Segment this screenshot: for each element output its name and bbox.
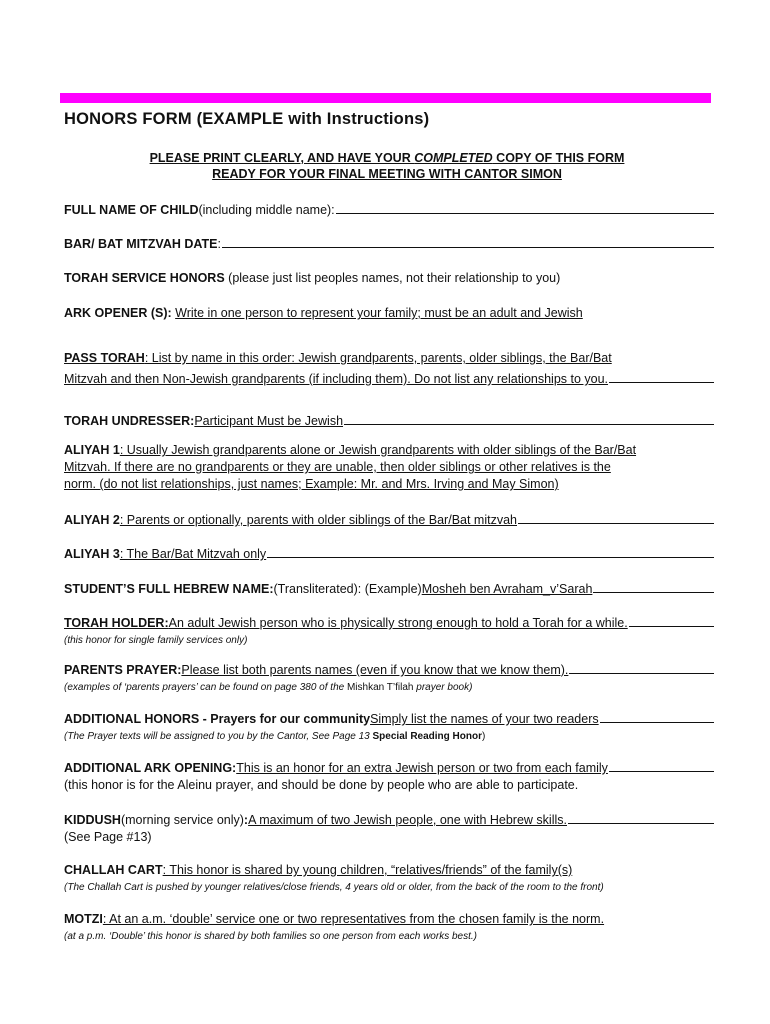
challah-cart-field[interactable]: CHALLAH CART: This honor is shared by young children, “relatives/friends” of the family(s) (The Challah Cart is pushed by younger relatives/close friends, 4 years old or older, from the back of the room to the front) — [64, 863, 604, 893]
mitzvah-date-blank[interactable] — [222, 235, 714, 248]
kiddush-field[interactable]: KIDDUSH (morning service only) : A maximum of two Jewish people, one with Hebrew skills. (See Page #13) — [64, 811, 714, 846]
motzi-field[interactable]: MOTZI: At an a.m. ‘double’ service one or two representatives from the chosen family is the norm. (at a p.m. ‘Double’ this honor is shared by both families so one person from each works best.) — [64, 912, 605, 942]
aliyah-2-field[interactable]: ALIYAH 2 : Parents or optionally, parents with older siblings of the Bar/Bat mitzvah — [64, 511, 714, 529]
hebrew-name-field[interactable]: STUDENT’S FULL HEBREW NAME: (Transliterated): (Example) Mosheh ben Avraham_v’Sarah — [64, 580, 714, 598]
aliyah-3-field[interactable]: ALIYAH 3 : The Bar/Bat Mitzvah only — [64, 545, 714, 563]
full-name-field[interactable]: FULL NAME OF CHILD (including middle name): — [64, 201, 714, 219]
aliyah-1-field[interactable]: ALIYAH 1: Usually Jewish grandparents alone or Jewish grandparents with older siblings of the Bar/Bat Mitzvah. If there are no grandparents or they are unable, then older siblings or other relatives is the norm. (do not list relationships, just names; Example: Mr. and Mrs. Irving and May Simon) — [64, 443, 637, 491]
additional-honors-field[interactable]: ADDITIONAL HONORS - Prayers for our community Simply list the names of your two readers (The Prayer texts will be assigned to you by the Cantor, See Page 13 Special Reading Honor) — [64, 710, 714, 743]
field-label: FULL NAME OF CHILD — [64, 203, 199, 217]
instructions: PLEASE PRINT CLEARLY, AND HAVE YOUR COMPLETED COPY OF THIS FORM READY FOR YOUR FINAL MEETING WITH CANTOR SIMON — [149, 151, 625, 181]
torah-service-heading: TORAH SERVICE HONORS (please just list peoples names, not their relationship to you) — [64, 271, 561, 285]
pass-torah-field[interactable]: PASS TORAH: List by name in this order: Jewish grandparents, parents, older siblings, the Bar/Bat Mitzvah and then Non-Jewish grandparents (if including them). Do not list any relationships to you. — [64, 348, 714, 390]
parents-prayer-field[interactable]: PARENTS PRAYER: Please list both parents names (even if you know that we know them). (examples of ‘parents prayers’ can be found on page 380 of the Mishkan T’filah prayer book) — [64, 661, 714, 694]
torah-undresser-field[interactable]: TORAH UNDRESSER: Participant Must be Jewish — [64, 412, 714, 430]
page-title: HONORS FORM (EXAMPLE with Instructions) — [64, 110, 430, 128]
full-name-blank[interactable] — [336, 201, 714, 214]
torah-holder-field[interactable]: TORAH HOLDER: An adult Jewish person who is physically strong enough to hold a Torah for a while. (this honor for single family services only) — [64, 614, 714, 647]
ark-opener-field[interactable]: ARK OPENER (S): Write in one person to represent your family; must be an adult and Jewish — [64, 306, 583, 320]
mitzvah-date-field[interactable]: BAR/ BAT MITZVAH DATE : — [64, 235, 714, 253]
header-accent-bar — [60, 93, 711, 103]
additional-ark-field[interactable]: ADDITIONAL ARK OPENING: This is an honor for an extra Jewish person or two from each family (this honor is for the Aleinu prayer, and should be done by people who are able to participate. — [64, 759, 714, 794]
